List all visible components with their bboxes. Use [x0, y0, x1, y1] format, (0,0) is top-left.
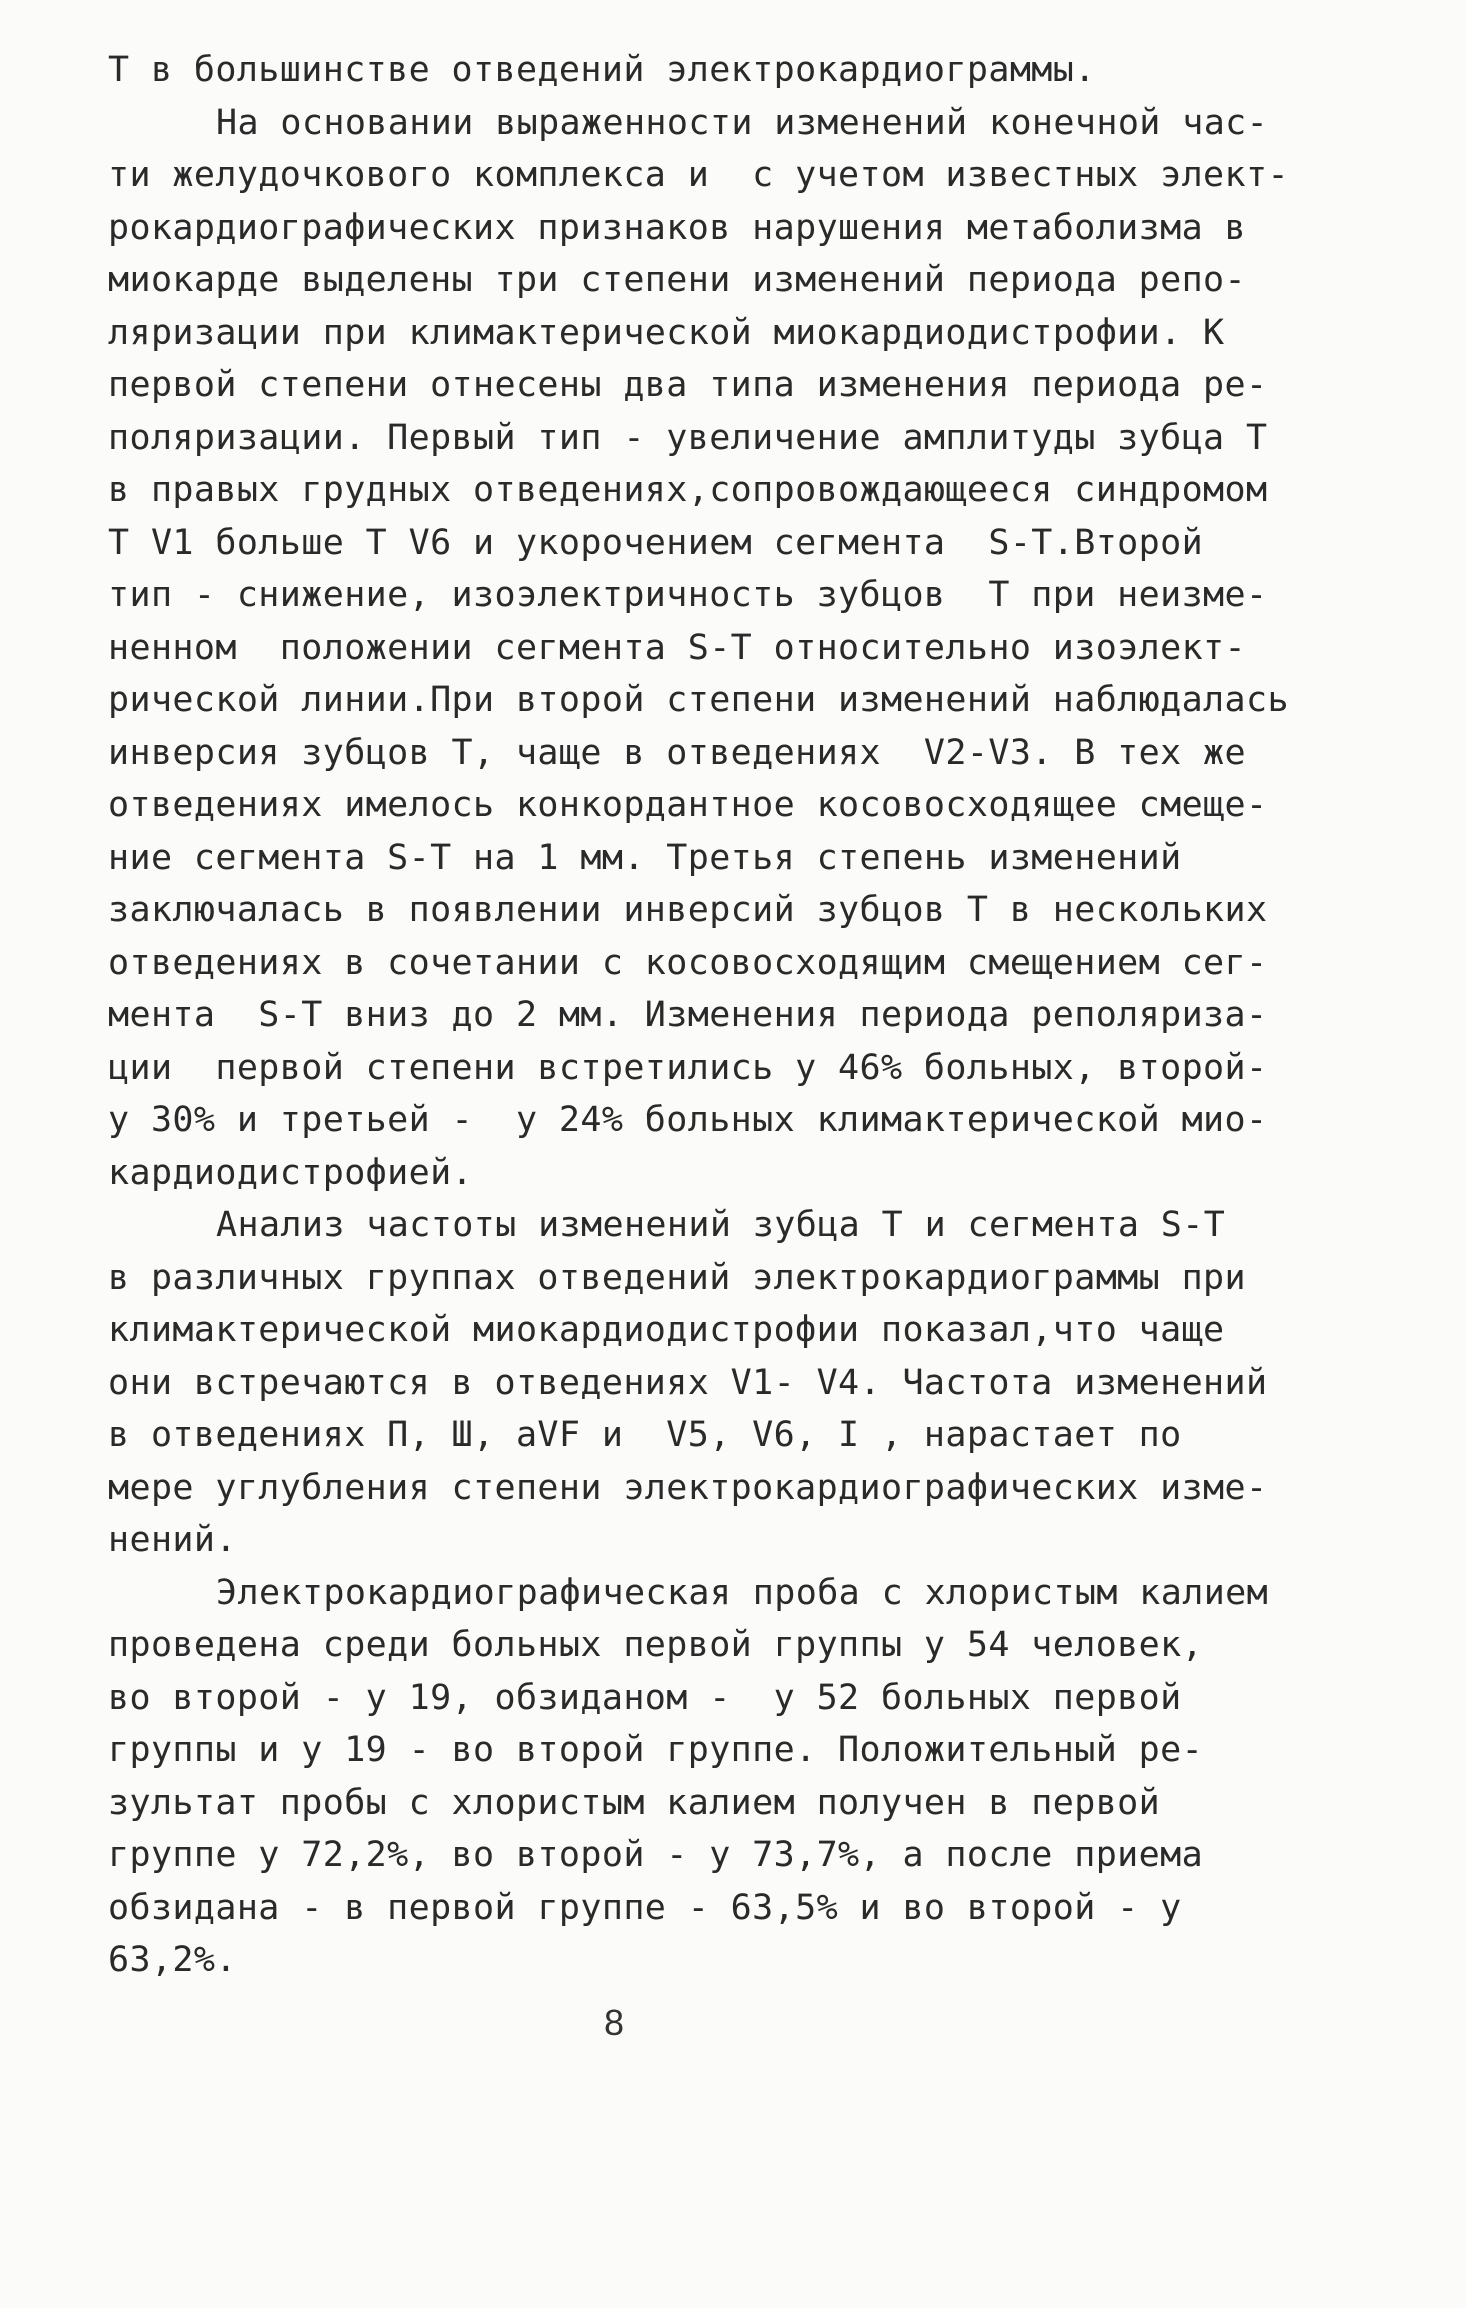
text-line: рической линии.При второй степени изменений наблюдалась [108, 680, 1289, 720]
text-line: мере углубления степени электрокардиографических изме- [108, 1467, 1268, 1508]
paragraph [108, 1199, 1368, 1567]
text-line: группы и у 19 - во второй группе. Положительный ре- [108, 1730, 1204, 1770]
text-line: они встречаются в отведениях V1- V4. Частота изменений [108, 1362, 1268, 1403]
text-line: Электрокардиографическая проба с хлористым калием [216, 1572, 1269, 1613]
text-line: Т V1 больше Т V6 и укорочением сегмента S-Т.Второй [108, 522, 1204, 563]
text-line: отведениях в сочетании с косовосходящим смещением сег- [108, 942, 1268, 983]
text-line: климактерической миокардиодистрофии показал,что чаще [108, 1310, 1225, 1350]
body-text [108, 44, 1368, 1987]
text-line: Т в большинстве отведений электрокардиограммы. [108, 50, 1096, 90]
text-line: в правых грудных отведениях,сопровождающееся синдромом [108, 470, 1268, 510]
text-line: инверсия зубцов Т, чаще в отведениях V2-V3. В тех же [108, 732, 1247, 773]
text-line: первой степени отнесены два типа изменения периода ре- [108, 365, 1268, 405]
text-line: заключалась в появлении инверсий зубцов Т в нескольких [108, 890, 1268, 930]
text-line: зультат пробы с хлористым калием получен в первой [108, 1782, 1161, 1823]
text-line: рокардиографических признаков нарушения метаболизма в [108, 207, 1247, 248]
paragraph [108, 97, 1368, 1200]
text-line: ции первой степени встретились у 46% больных, второй- [108, 1047, 1268, 1088]
text-line: ненном положении сегмента S-Т относительно изоэлект- [108, 627, 1247, 668]
text-line: в различных группах отведений электрокардиограммы при [108, 1257, 1247, 1298]
text-line: 63,2%. [108, 1940, 237, 1980]
text-line: в отведениях П, Ш, aVF и V5, V6, I , нарастает по [108, 1415, 1182, 1455]
page-number: 8 [603, 2002, 625, 2043]
text-line: обзидана - в первой группе - 63,5% и во второй - у [108, 1887, 1182, 1928]
text-line: нений. [108, 1520, 237, 1560]
text-line: группе у 72,2%, во второй - у 73,7%, а после приема [108, 1835, 1204, 1875]
text-line: На основании выраженности изменений конечной час- [216, 102, 1269, 143]
text-line: миокарде выделены три степени изменений периода репо- [108, 260, 1247, 300]
text-line: Анализ частоты изменений зубца Т и сегмента S-Т [216, 1205, 1226, 1245]
text-line: кардиодистрофией. [108, 1152, 474, 1193]
text-line: ние сегмента S-Т на 1 мм. Третья степень изменений [108, 837, 1182, 878]
paragraph [108, 1567, 1368, 1987]
text-line: поляризации. Первый тип - увеличение амплитуды зубца Т [108, 417, 1268, 458]
text-line: тип - снижение, изоэлектричность зубцов Т при неизме- [108, 575, 1268, 615]
text-line: проведена среди больных первой группы у 54 человек, [108, 1625, 1204, 1665]
text-line: ти желудочкового комплекса и с учетом известных элект- [108, 155, 1289, 195]
text-line: отведениях имелось конкордантное косовосходящее смеще- [108, 785, 1268, 825]
paragraph [108, 44, 1368, 97]
text-line: ляризации при климактерической миокардиодистрофии. К [108, 312, 1225, 353]
text-line: у 30% и третьей - у 24% больных климактерической мио- [108, 1100, 1268, 1140]
text-line: во второй - у 19, обзиданом - у 52 больных первой [108, 1677, 1182, 1718]
text-line: мента S-Т вниз до 2 мм. Изменения периода реполяриза- [108, 995, 1268, 1035]
